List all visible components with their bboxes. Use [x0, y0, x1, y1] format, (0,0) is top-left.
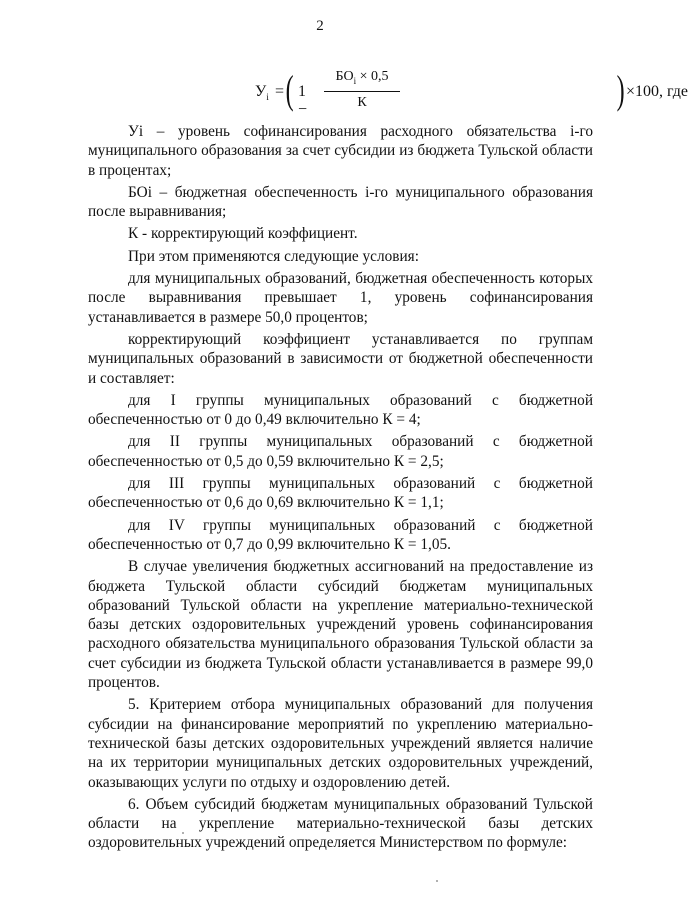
formula-numerator: $БО_i \times 0,5$ — [335, 69, 389, 86]
paragraph-definition-yi: Уi – уровень софинансирования расходного обязательства i-го муниципального образования за счет субсидии из бюджета Тульской области в процентах; — [88, 123, 593, 179]
fraction-bar — [324, 91, 400, 92]
paragraph-group-4: для IV группы муниципальных образований с бюджетной обеспеченностью от 0,7 до 0,99 включительно К = 1,05. — [88, 516, 593, 553]
formula-denominator: К — [357, 94, 367, 110]
scan-speck — [436, 880, 438, 882]
formula-left-paren: ( — [285, 67, 294, 112]
paragraph-increase-case: В случае увеличения бюджетных ассигнований на предоставление из бюджета Тульской области субсидий бюджетам муниципальных образований Тульской области на укрепление материально-технической базы детских оздоровительных учреждений уровень софинансирования расходного обязательства муниципального образования Тульской области за счет субсидии из бюджета Тульской области устанавливается в размере 99,0 процентов. — [88, 558, 593, 692]
page-number: 2 — [316, 18, 324, 34]
paragraph-conditions-intro: При этом применяются следующие условия: — [128, 247, 419, 265]
paragraph-group-3: для III группы муниципальных образований с бюджетной обеспеченностью от 0,6 до 0,69 включительно К = 1,1; — [88, 475, 593, 512]
formula-right-paren: ) — [616, 67, 625, 112]
paragraph-subsidy-volume: 6. Объем субсидий бюджетам муниципальных образований Тульской области на укрепление материально-технической базы детских оздоровительных учреждений определяется Министерством по формуле: — [88, 795, 593, 852]
formula-one-minus: 1 − — [298, 83, 308, 118]
paragraph-definition-boi: БОi – бюджетная обеспеченность i-го муниципального образования после выравнивания; — [88, 183, 593, 221]
paragraph-coefficient-groups: корректирующий коэффициент устанавливается по группам муниципальных образований в зависимости от бюджетной обеспеченности и составляет: — [88, 330, 593, 387]
paragraph-selection-criterion: 5. Критерием отбора муниципальных образований для получения субсидии на финансирование мероприятий по укреплению материально-технической базы детских оздоровительных учреждений является наличие на их территории муниципальных детских оздоровительных учреждений, оказывающих услуги по отдыху и оздоровлению детей. — [88, 696, 593, 791]
paragraph-condition-over-one: для муниципальных образований, бюджетная обеспеченность которых после выравнивания превышает 1, уровень софинансирования устанавливается в размере 50,0 процентов; — [88, 270, 593, 326]
scan-speck — [182, 832, 184, 834]
formula-lhs: $У_i$ — [255, 83, 269, 103]
body-text — [88, 122, 593, 853]
formula-fraction — [324, 68, 400, 112]
formula-equals: = — [275, 83, 285, 100]
paragraph-group-2: для II группы муниципальных образований с бюджетной обеспеченностью от 0,5 до 0,59 включительно К = 2,5; — [88, 433, 593, 470]
paragraph-group-1: для I группы муниципальных образований с бюджетной обеспеченностью от 0 до 0,49 включительно К = 4; — [88, 391, 593, 429]
formula-tail: ×100, где — [626, 83, 688, 100]
paragraph-definition-k: К - корректирующий коэффициент. — [128, 225, 358, 243]
